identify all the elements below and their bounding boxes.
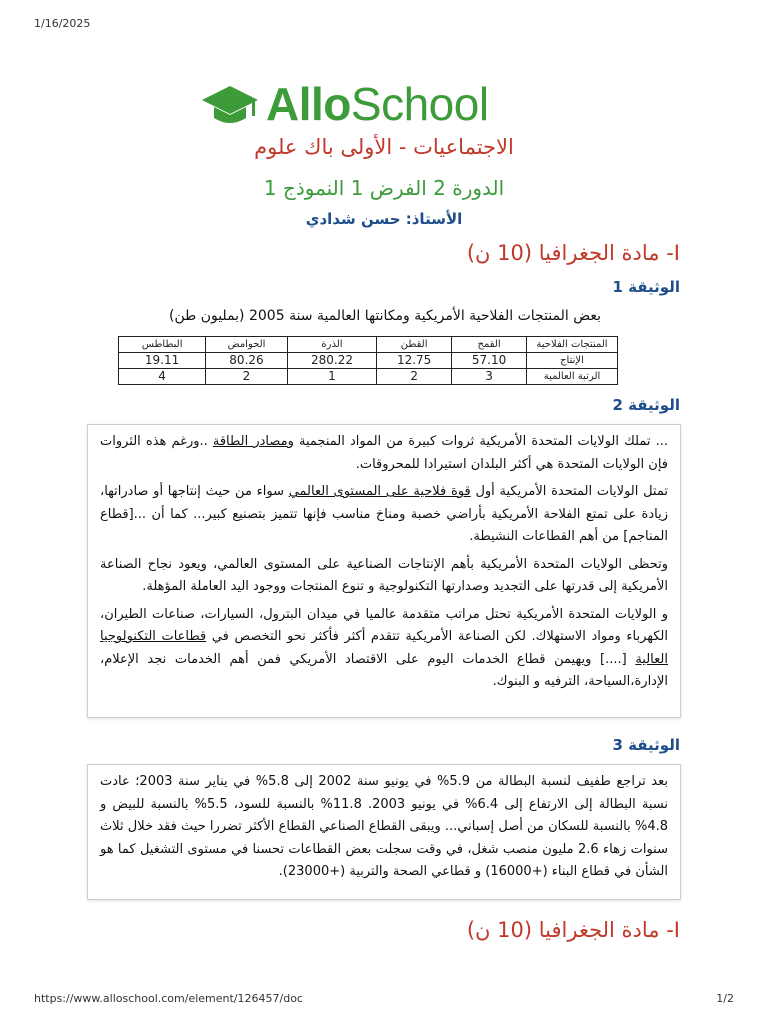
agri-products-table — [118, 336, 618, 385]
subject-title: الاجتماعيات - الأولى باك علوم — [254, 135, 514, 159]
table-header-cell: البطاطس — [119, 337, 206, 353]
table-header-cell: القطن — [377, 337, 452, 353]
table-cell: 280.22 — [287, 353, 376, 369]
document-3-title: الوثيقة 3 — [612, 736, 680, 754]
table-cell: 3 — [452, 369, 527, 385]
table-cell: 57.10 — [452, 353, 527, 369]
text-run: و الولايات المتحدة الأمريكية تحتل مراتب متقدمة عالميا في ميدان البترول، السيارات، صناعات الطيران، الكهرباء ومواد الاستهلاك. لكن الصناعة الأمريكية تتقدم أكثر فأكثر نحو التخصص في — [100, 606, 669, 644]
doc2-paragraph: وتحظى الولايات المتحدة الأمريكية بأهم الإنتاجات الصناعية على المستوى العالمي، ويعود نجاح الصناعة الأمريكية إلى قدرتها على التجديد وصدارتها التكنولوجية و تنوع المنتجات ووجود اليد العاملة المؤهلة. — [100, 556, 668, 594]
text-run: ... تملك الولايات المتحدة الأمريكية ثروات كبيرة من المواد المنجمية و — [287, 434, 668, 449]
section-geography-title: I- مادة الجغرافيا (10 ن) — [466, 241, 680, 265]
section-geography-title-repeat: I- مادة الجغرافيا (10 ن) — [466, 918, 680, 942]
text-run: [....] ويهيمن قطاع الخدمات اليوم على الاقتصاد الأمريكي فمن أهم الخدمات نجد الإعلام، الإدارة،السياحة، الترفيه و البنوك. — [100, 651, 668, 689]
footer-url[interactable]: https://www.alloschool.com/element/126457/doc — [34, 992, 303, 1005]
underlined-term: قطاعات التكنولوجيا العالية — [100, 629, 668, 667]
exam-title: الدورة 2 الفرض 1 النموذج 1 — [263, 176, 505, 200]
underlined-term: مصادر الطاقة — [212, 434, 288, 449]
text-run: سواء من حيث إنتاجها أو صادراتها، زيادة على تمتع الفلاحة الأمريكية بأراضي خصبة ومناخ مناسب فإنها تتميز بتصنيع كبير... كما أن ...[قطاع المناجم] من أهم القطاعات النشيطة. — [100, 484, 668, 544]
teacher-name: الأستاذ: حسن شدادي — [305, 210, 463, 228]
table-row — [119, 353, 618, 369]
doc2-paragraph — [100, 481, 668, 549]
print-date: 1/16/2025 — [34, 17, 91, 30]
doc2-paragraph — [100, 604, 668, 694]
table-caption: بعض المنتجات الفلاحية الأمريكية ومكانتها العالمية سنة 2005 (بمليون طن) — [168, 308, 602, 324]
document-2-box — [87, 424, 681, 718]
table-row — [119, 369, 618, 385]
doc3-paragraph: بعد تراجع طفيف لنسبة البطالة من 5.9% في يونيو سنة 2002 إلى 5.8% في يناير سنة 2003؛ عادت نسبة البطالة إلى الارتفاع إلى 6.4% في يونيو 2003. 11.8% بالنسبة للسود، 5.5% بالنسبة للبيض و 4.8% بالنسبة للسكان من أصل إسباني... ويبقى القطاع الصناعي القطاع الأكثر تضررا حيث فقد خلال ثلاث سنوات زهاء 2.6 مليون منصب شغل، في وقت سجلت بعض القطاعات تحسنا في مستوى التشغيل كما هو الشأن في قطاع البناء (+16000) و قطاعي الصحة والتربية (+23000). — [100, 774, 668, 879]
table-header-cell: القمح — [452, 337, 527, 353]
doc2-paragraph — [100, 431, 668, 476]
text-run: ..ورغم هذه الثروات فإن الولايات المتحدة هي أكثر البلدان استيرادا للمحروقات. — [100, 434, 668, 472]
document-1-title: الوثيقة 1 — [612, 278, 680, 296]
logo-brand-bold: Allo — [266, 78, 351, 130]
table-header-cell: الذرة — [287, 337, 376, 353]
table-cell: 1 — [287, 369, 376, 385]
logo-text — [266, 77, 489, 131]
table-cell: 4 — [119, 369, 206, 385]
table-header-row — [119, 337, 618, 353]
table-header-cell: المنتجات الفلاحية — [527, 337, 618, 353]
table-cell: الإنتاج — [527, 353, 618, 369]
table-cell: الرتبة العالمية — [527, 369, 618, 385]
document-3-box — [87, 764, 681, 900]
table-cell: 12.75 — [377, 353, 452, 369]
table-cell: 80.26 — [206, 353, 288, 369]
table-cell: 2 — [206, 369, 288, 385]
graduation-cap-icon — [200, 80, 260, 128]
table-header-cell: الحوامض — [206, 337, 288, 353]
page-number: 1/2 — [716, 992, 734, 1005]
alloschool-logo[interactable] — [200, 76, 489, 132]
text-run: تمتل الولايات المتحدة الأمريكية أول — [470, 484, 668, 499]
underlined-term: قوة فلاحية على المستوى العالمي — [288, 484, 471, 499]
table-cell: 19.11 — [119, 353, 206, 369]
logo-brand-light: School — [350, 78, 489, 130]
table-cell: 2 — [377, 369, 452, 385]
document-2-title: الوثيقة 2 — [612, 396, 680, 414]
